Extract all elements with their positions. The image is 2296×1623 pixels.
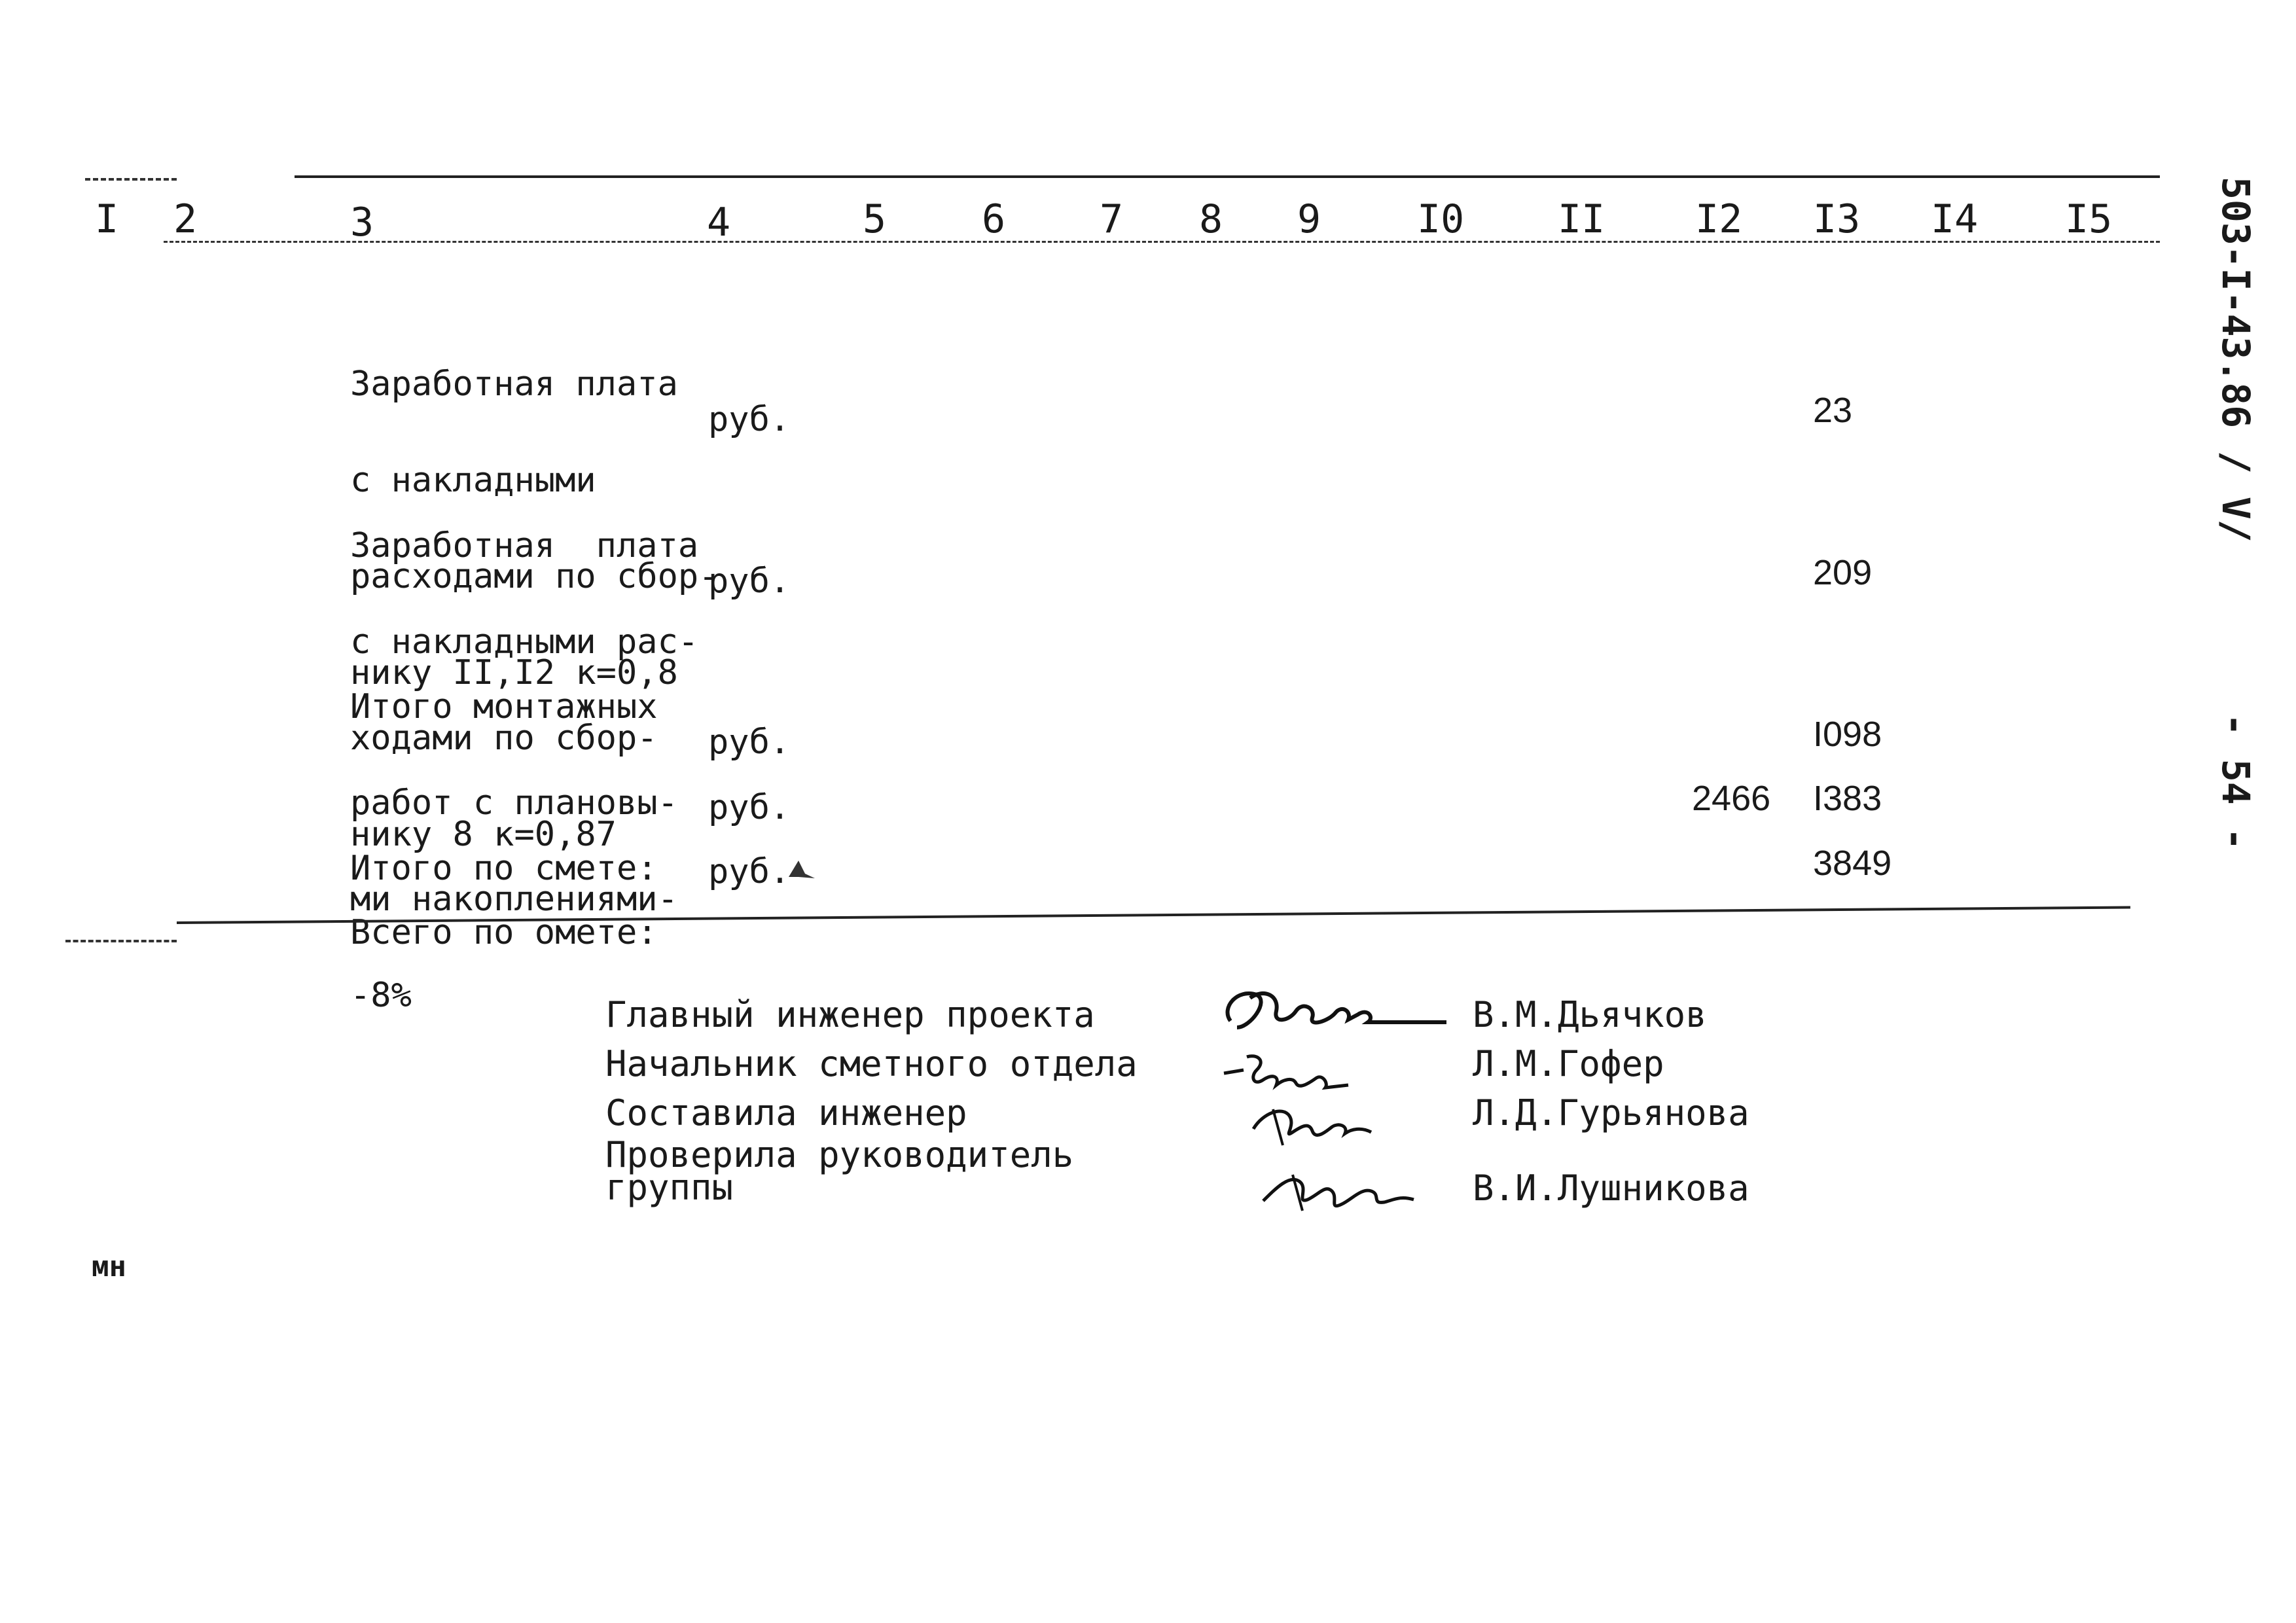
column-header: I0: [1417, 196, 1465, 242]
description-line: работ с плановы-: [350, 783, 678, 823]
column-header: 6: [982, 196, 1006, 242]
table-bottom-rule-left: [65, 940, 177, 942]
page-number-vertical: - 54 -: [2214, 713, 2258, 851]
description-line: Итого по смете:: [350, 849, 658, 888]
signature-name: Л.М.Гофер: [1473, 1043, 1664, 1084]
column-header: II: [1558, 196, 1605, 242]
column-header: 9: [1297, 196, 1321, 242]
column-header: I2: [1695, 196, 1743, 242]
corner-mark: мн: [92, 1250, 126, 1283]
description-line: Всего по омете:: [350, 913, 658, 952]
column-header: 5: [863, 196, 887, 242]
unit-cell: руб.: [708, 852, 791, 891]
col12-value: 2466: [1692, 779, 1771, 818]
column-header: 4: [707, 200, 731, 245]
document-code-vertical: 503-I-43.86 / V/: [2214, 177, 2258, 543]
column-header: 2: [173, 196, 198, 242]
col13-value: 23: [1813, 391, 1853, 430]
signature-name: Л.Д.Гурьянова: [1473, 1092, 1749, 1133]
description-line: Итого монтажных: [350, 687, 658, 726]
col13-value: 3849: [1813, 844, 1892, 883]
unit-cell: руб.: [708, 400, 791, 439]
signature-drawing-3: [1244, 1093, 1394, 1152]
unit-cell: руб.: [708, 562, 791, 601]
column-header: I5: [2065, 196, 2113, 242]
signature-title: Составила инженер: [605, 1092, 967, 1133]
column-header: I4: [1931, 196, 1979, 242]
description-line: -8%: [350, 976, 412, 1015]
signature-drawing-2: [1217, 1047, 1368, 1099]
description-line: ходами по сбор-: [350, 719, 658, 758]
header-top-rule-left: [85, 178, 177, 181]
ink-mark-icon: [785, 857, 818, 883]
column-header: 8: [1199, 196, 1223, 242]
description-line: нику 8 к=0,87: [350, 815, 617, 854]
unit-cell: руб.: [708, 722, 791, 762]
signature-name: В.И.Лушникова: [1473, 1168, 1749, 1209]
col13-value: 209: [1813, 553, 1873, 592]
table-row-description: [350, 849, 658, 981]
description-line: с накладными рас-: [350, 622, 699, 662]
signature-drawing-1: [1217, 982, 1453, 1041]
column-header: 7: [1100, 196, 1124, 242]
column-header: I3: [1813, 196, 1861, 242]
description-line: Заработная плата: [350, 526, 699, 565]
column-header: 3: [350, 200, 374, 245]
column-header: I: [95, 196, 119, 242]
signature-title: Проверила руководитель группы: [605, 1134, 1074, 1208]
description-line: расходами по сбор-: [350, 557, 719, 596]
description-line: нику II,I2 к=0,8: [350, 653, 678, 692]
description-line: Заработная плата: [350, 365, 678, 404]
unit-cell: руб.: [708, 788, 791, 827]
col13-value: I098: [1813, 715, 1882, 754]
signature-name: В.М.Дьячков: [1473, 994, 1707, 1035]
signature-title: Главный инженер проекта: [605, 994, 1095, 1035]
header-bottom-rule: [164, 241, 2160, 243]
signature-title: Начальник сметного отдела: [605, 1043, 1138, 1084]
description-line: с накладными: [350, 461, 596, 500]
col13-value: I383: [1813, 779, 1882, 818]
header-top-rule: [295, 175, 2160, 178]
description-line: ми накоплениями-: [350, 880, 678, 919]
signature-drawing-4: [1257, 1162, 1427, 1221]
